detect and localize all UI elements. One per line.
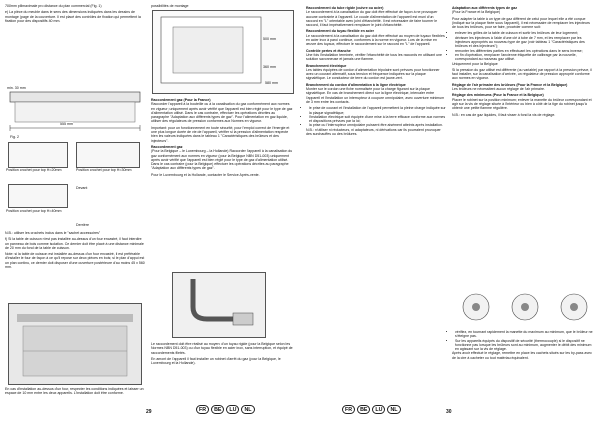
item-e-text: e) La pièce du meuble dans le sens des dimensions indiquées dans les dessins de montage (page de la couverture. Il est placé des contrôles de fixation qui permettent la fixation pour des dispositifs 40 mm.: [5, 10, 141, 23]
list-item: • vérifiez, en tournant rapidement la manette du maximum au minimum, que le brûleur ne s'éteigne pas.: [455, 330, 594, 339]
right-flags: [342, 405, 401, 414]
hook-figure-1: [8, 142, 68, 168]
hook-figure-2: [76, 142, 140, 168]
left-col-1-footer: [5, 387, 145, 398]
gas-important-text: Important: pour un fonctionnement en toute sécurité, pour l'emploi correct de l'énergie et une plus longue durée de vie de l'appareil, vérifier si la pression d'alimentation respecte bien les valeurs indiquées dans le tableau 1 "Caractéristiques des brûleurs et des injecteurs".: [151, 125, 290, 143]
caption-hook-40: Position crochet pour top H=40mm: [6, 209, 62, 213]
installation-figure: [8, 303, 142, 385]
dimension-drawing-svg: [5, 84, 145, 134]
list-item: • la prise ou l'interrupteur omnipolaire puissent être aisément atteints après installation.: [309, 123, 446, 127]
heading-rigid-tube: Raccordement du tube rigide (cuivre ou acier): [306, 6, 384, 10]
electrical-text: Les tables équipées de cordon d'alimentation tripolaire sont prévues pour fonctionner avec un courant alternatif, sous tension et fréquence indiquées sur la plaque signalétique. Le conducteur de terre du cordon est jaune-vert.: [306, 67, 440, 81]
hook-figure-3: [8, 184, 68, 208]
heading-leak-check: Contrôle pertes et étanche: [306, 48, 351, 53]
leak-check-text: Une fois l'installation terminée, vérifier l'étanchéité de tous les raccords en utilisant une solution savonneuse et jamais une flamme.: [306, 52, 443, 62]
heading-gas-benelux: Raccordement gaz: [151, 144, 183, 149]
pressure-text: Si la pression du gaz utilisé est différente (ou variable) par rapport à la pression prévue, il faut installer, sur la canalisation d'arrivée, un régulateur de pression approprié conforme aux normes en vigueur.: [452, 67, 592, 81]
list-item: • dévisser les injecteurs à l'aide d'une clé à tube de 7 mm, et les remplacer par les injecteurs appropriés au nouveau type de gaz (voir tableau 1 "Caractéristiques des brûleurs et des injecteurs");: [455, 36, 594, 49]
heading-power-cord: Branchement du cordon d'alimentation à la ligne électrique: [306, 82, 406, 87]
flexible-pipe-text: Le raccordement à la canalisation du gaz doit être effectué au moyen de tuyaux flexibles en acier inox à paroi continue, conformes à la norme en vigueur. Lors de la mise en œuvre des tuyaux, effectuer le raccordement sur le raccord en "L" de l'appareil.: [306, 33, 445, 47]
caption-back: Derrière: [76, 223, 89, 227]
rigid-tube-text: Le raccordement à la canalisation du gaz doit être effectué de façon à ne provoquer aucune contrainte à l'appareil. Le coude d'alimentation de l'appareil est muni d'un raccord en "L" orientable avec joint d'étanchéité. Il est nécessaire de faire tourner le raccord, il faut impérativement remplacer le joint d'étanchéité.: [306, 10, 438, 28]
list-item: • l'installation électrique soit équipée d'une mise à la terre efficace conforme aux normes et dispositions prévues par la loi;: [309, 115, 446, 124]
burner-figures: [456, 290, 594, 324]
flag-lu: LU: [372, 405, 385, 414]
gas-lux-text: Pour le Luxembourg et la Hollande, contacter le Service Après-vente.: [151, 172, 260, 177]
right-col-2: [452, 4, 594, 119]
belgium-only: Uniquement pour la Belgique: [452, 61, 498, 66]
list-item: • Sur les appareils équipés du dispositif de sécurité (thermocouple) si le dispositif ne fonctionne pas lorsque les brûleurs sont au minimum, augmenter le débit des minimum en agissant sur la vis de réglage.: [455, 339, 594, 352]
montage-figure: [152, 10, 294, 94]
flag-be: BE: [357, 405, 370, 414]
gas-valve-text: En amont de l'appareil il faut installer un robinet d'arrêt du gaz (pour la Belgique, le Luxembourg et la Hollande).: [151, 356, 281, 366]
gas-adaptation-text: Pour adapter la table à un type de gaz différent de celui pour lequel elle a été conçue (indiqué sur la plaque fixée sous l'appareil), il est nécessaire de remplacer les injecteurs de tous les brûleurs, pour se faire, procéder comme suit:: [452, 16, 590, 30]
power-cord-text: Monter sur le cordon une fiche normalisée pour la charge figurant sur la plaque signalétique. En cas de branchement direct sur la ligne électrique, intercaler entre l'appareil et l'installation un interrupteur à coupure omnipolaire, avec ouverture minimum de 3 mm entre les contacts.: [306, 87, 445, 104]
left-col-2: [151, 96, 293, 179]
right-col-2-bottom: [452, 330, 594, 362]
heading-electrical: Branchement électrique: [306, 63, 347, 68]
gas-benelux-text: (Pour la Belgique – le Luxembourg – la Hollande) Raccorder l'appareil à la canalisation du gaz conformément aux normes en vigueur (pour la Belgique NBN D51-003) uniquement après avoir vérifié que l'appareil est bien réglé pour le type de gaz d'alimentation utilisé. Dans le cas contraire (pour la Belgique) effectuer les opérations décrites au paragraphe "Adaptation aux différents types de gaz".: [151, 149, 293, 171]
caption-front: Devant: [76, 186, 88, 190]
left-flags: [196, 405, 255, 414]
fig-dimension-drawing: [5, 84, 145, 134]
dim-side-label: 555 mm: [60, 122, 73, 126]
dim-580: 580 mm: [265, 81, 278, 85]
minimum-nb: N.B.: en cas de gaz liquides, il faut visser à fond la vis de réglage.: [452, 112, 556, 117]
electrical-nb: N.B.: n'utiliser ni réducteurs, ni adaptateurs, ni dérivations car ils pourraient provoquer des surchauffes ou des brûlures.: [306, 127, 441, 137]
left-col-2-bottom: [151, 342, 293, 367]
fig2-label: Fig. 2: [10, 135, 19, 139]
gas-connection-figure: [172, 272, 266, 338]
list-item: • remonter les différentes parties en effectuant les opérations dans le sens inverse;: [455, 49, 594, 53]
right-page-number: 30: [446, 409, 452, 415]
caption-hook-30: Position crochet pour top H=30mm: [76, 168, 132, 172]
note-nb: N.B.: utiliser les crochets inclus dans le "sachet accessoires": [5, 231, 101, 235]
flag-nl: NL: [387, 405, 400, 414]
left-col-1: [5, 4, 145, 25]
flag-nl: NL: [241, 405, 254, 414]
adaptation-list: [452, 31, 594, 61]
sealing-text: Après avoir effectué le réglage, remettre en place les cachets situés sur les by-pass avec de la cire à cacheter ou tout matériau équivalent.: [452, 351, 592, 360]
dim-500: 500 mm: [263, 37, 276, 41]
item-f-text: f) Si la table de cuisson n'est pas installée au-dessus d'un four encastré, il faut interdire un panneau de bois comme isolation. Ce dernier doit être placé à une distance minimale de 20 mm du fond de la table de cuisson.: [5, 237, 144, 250]
flag-fr: FR: [342, 405, 355, 414]
electrical-list: [306, 106, 446, 127]
bottom-text: En cas d'installation au-dessus d'un four, respecter les conditions indiquées et laisser un espace de 10 mm entre les deux appareils. L'installation doit être conforme.: [5, 387, 144, 396]
right-page: [300, 0, 600, 424]
heading-primary-air: Réglage de l'air primaire des brûleurs (Pour la France et la Belgique): [452, 82, 568, 87]
left-page-number: 29: [146, 409, 152, 415]
gas-adaptation-sub: (Pour la France et la Belgique): [452, 10, 501, 15]
heading-gas-france: Raccordement gaz (Pour la France): [151, 98, 211, 102]
dim-top-label: min. 30 mm: [7, 86, 26, 90]
right-col-1: [306, 4, 446, 138]
primary-air-text: Les brûleurs ne nécessitent aucun réglage de l'air primaire.: [452, 87, 545, 92]
dim-360: 360 mm: [263, 65, 276, 69]
heading-flexible-pipe: Raccordement du tuyau flexible en acier: [306, 29, 375, 34]
minimum-list: [452, 330, 594, 351]
intro-text: 700mm plilmaximale pro distance du plan commercial (Fig. 1): [5, 4, 102, 8]
minimum-text: Placer le robinet sur la position minimum; enlever la manette du brûleur correspondant et agir sur la vis de réglage située à l'intérieur ou bien à côté de la tige du robinet jusqu'à obtenir une petite flamme régulière.: [452, 97, 592, 111]
note-text: Note: si la table de cuisson est installée au-dessus d'un four encastré, il est préférable d'installer le four de façon à ce qu'il repose sur deux pièces en bois; si le plan d'appui est un plan continu, ce dernier doit disposer d'une ouverture postérieure d'au moins 45 x 560 mm.: [5, 252, 145, 270]
caption-hook-20: Position crochet pour top H=20mm: [6, 168, 62, 172]
flag-fr: FR: [196, 405, 209, 414]
heading-minimum: Réglage des minimums (Pour la France et la Belgique): [452, 93, 544, 98]
heading-gas-adaptation: Adaptation aux différents types de gaz: [452, 6, 518, 10]
list-item: • en fin d'opération, remplacer l'ancienne étiquette de calibrage par la nouvelle, correspondant au nouveau gaz utilisé.: [455, 53, 594, 62]
flag-lu: LU: [226, 405, 239, 414]
left-col-1-bottom: [5, 231, 145, 271]
list-item: • enlever les grilles de la table de cuisson et sortir les brûleurs de leur logement;: [455, 31, 594, 35]
gas-pipe-text: Le raccordement doit être réalisé au moyen: d'un tuyau rigide (pour la Belgique selon les Normes NBN D51-003) ou d'un tuyau flexible en acier inox, sans interruption, et équipé de raccordements filetés.: [151, 342, 293, 355]
gas-france-text: Raccorder l'appareil à la bouteille ou à la canalisation du gaz conformément aux normes en vigueur; uniquement après avoir vérifié que l'appareil est bien réglé pour le type de gaz d'alimentation utilisé. Dans le cas contraire, effectuer les opérations décrites au paragraphe "Adaptation aux différents types de gaz". Pour l'alimentation en gaz liquide, utiliser des régulateurs de pression conformes aux Normes en vigueur.: [151, 102, 293, 124]
flag-be: BE: [211, 405, 224, 414]
montage-caption: possibilités de montage: [151, 4, 189, 8]
list-item: • le prise de courant et l'installation de l'appareil permettent la pleine charge indiquée sur la plaque signalétique;: [309, 106, 446, 115]
